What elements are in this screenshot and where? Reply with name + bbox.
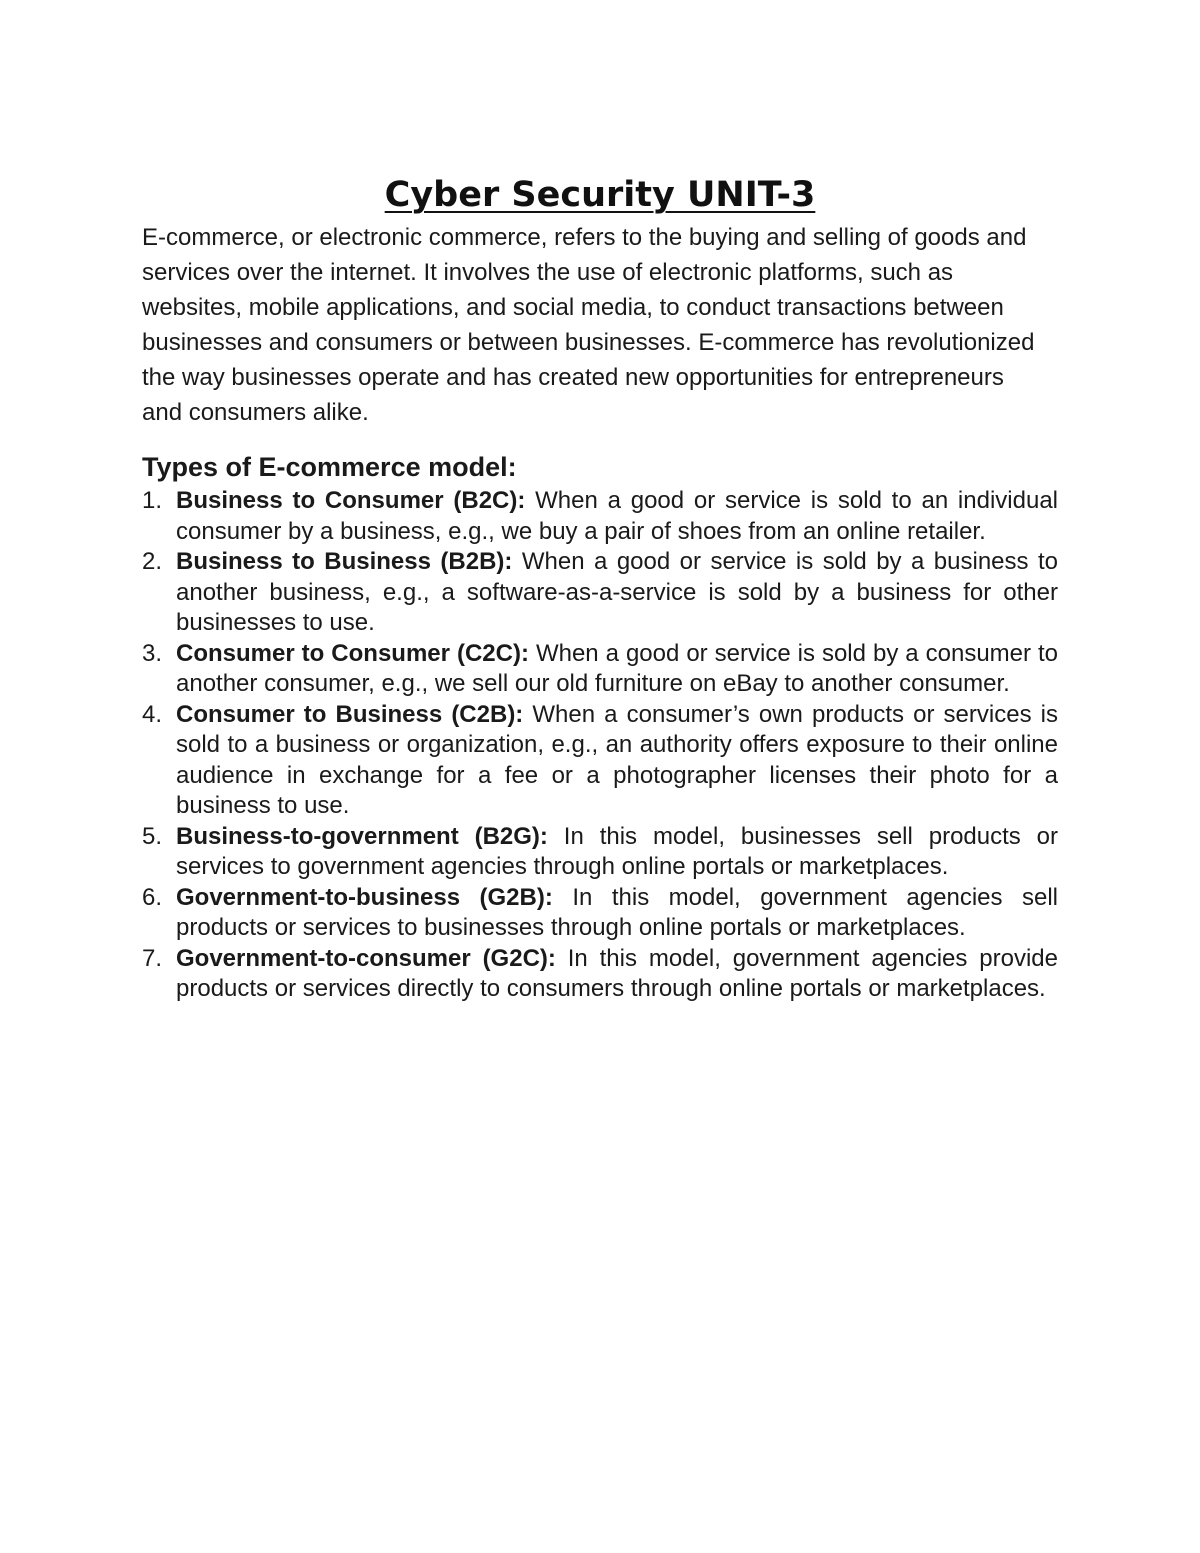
intro-paragraph: E-commerce, or electronic commerce, refers to the buying and selling of goods and services over the internet. It involves the use of electronic platforms, such as websites, mobile applications, and social media, to conduct transactions between businesses and consumers or between businesses. E-commerce has revolutionized the way businesses operate and has created new opportunities for entrepreneurs and consumers alike. [142,224,1035,426]
list-item-number: 1. [142,487,163,514]
ecommerce-models-list [142,486,1058,1005]
list-item-number: 4. [142,700,163,728]
list-item-description: In this model, businesses sell products or services to government agencies through online portals or marketplaces. [176,822,1058,880]
list-item-term: Business to Consumer (B2C): [176,487,526,514]
list-item-term: Government-to-business (G2B): [176,883,553,911]
list-item-number: 2. [142,548,163,575]
list-item-term: Business-to-government (B2G): [176,822,548,850]
list-item-term: Government-to-consumer (G2C): [176,944,556,972]
list-item [142,944,1058,1005]
list-item-description: In this model, government agencies sell products or services to businesses through online portals or marketplaces. [176,883,1059,941]
list-item [142,547,1058,639]
list-item [142,700,1058,822]
list-item [142,822,1058,883]
list-item [142,639,1058,700]
section-heading: Types of E-commerce model: [142,452,517,482]
page-title [0,171,1200,219]
list-item-term: Consumer to Consumer (C2C): [176,639,529,667]
list-item-number: 6. [142,883,163,911]
list-item-description: When a good or service is sold by a business to another business, e.g., a software-as-a-service is sold by a business for other businesses to use. [176,548,1058,636]
list-item-description: When a good or service is sold to an individual consumer by a business, e.g., we buy a pair of shoes from an online retailer. [176,487,1059,545]
list-item-description: When a consumer’s own products or services is sold to a business or organization, e.g., an authority offers exposure to their online audience in exchange for a fee or a photographer licenses their photo for a business to use. [176,700,1058,819]
list-item-description: In this model, government agencies provide products or services directly to consumers through online portals or marketplaces. [176,944,1058,1002]
list-item-number: 3. [142,639,163,667]
list-item-term: Consumer to Business (C2B): [176,700,524,728]
list-item-number: 5. [142,822,163,850]
list-item-term: Business to Business (B2B): [176,548,513,575]
list-item [142,883,1058,944]
list-item-description: When a good or service is sold by a consumer to another consumer, e.g., we sell our old furniture on eBay to another consumer. [176,639,1058,697]
list-item-number: 7. [142,944,163,972]
page-title-text: Cyber Security UNIT-3 [384,175,816,216]
list-item [142,486,1058,547]
